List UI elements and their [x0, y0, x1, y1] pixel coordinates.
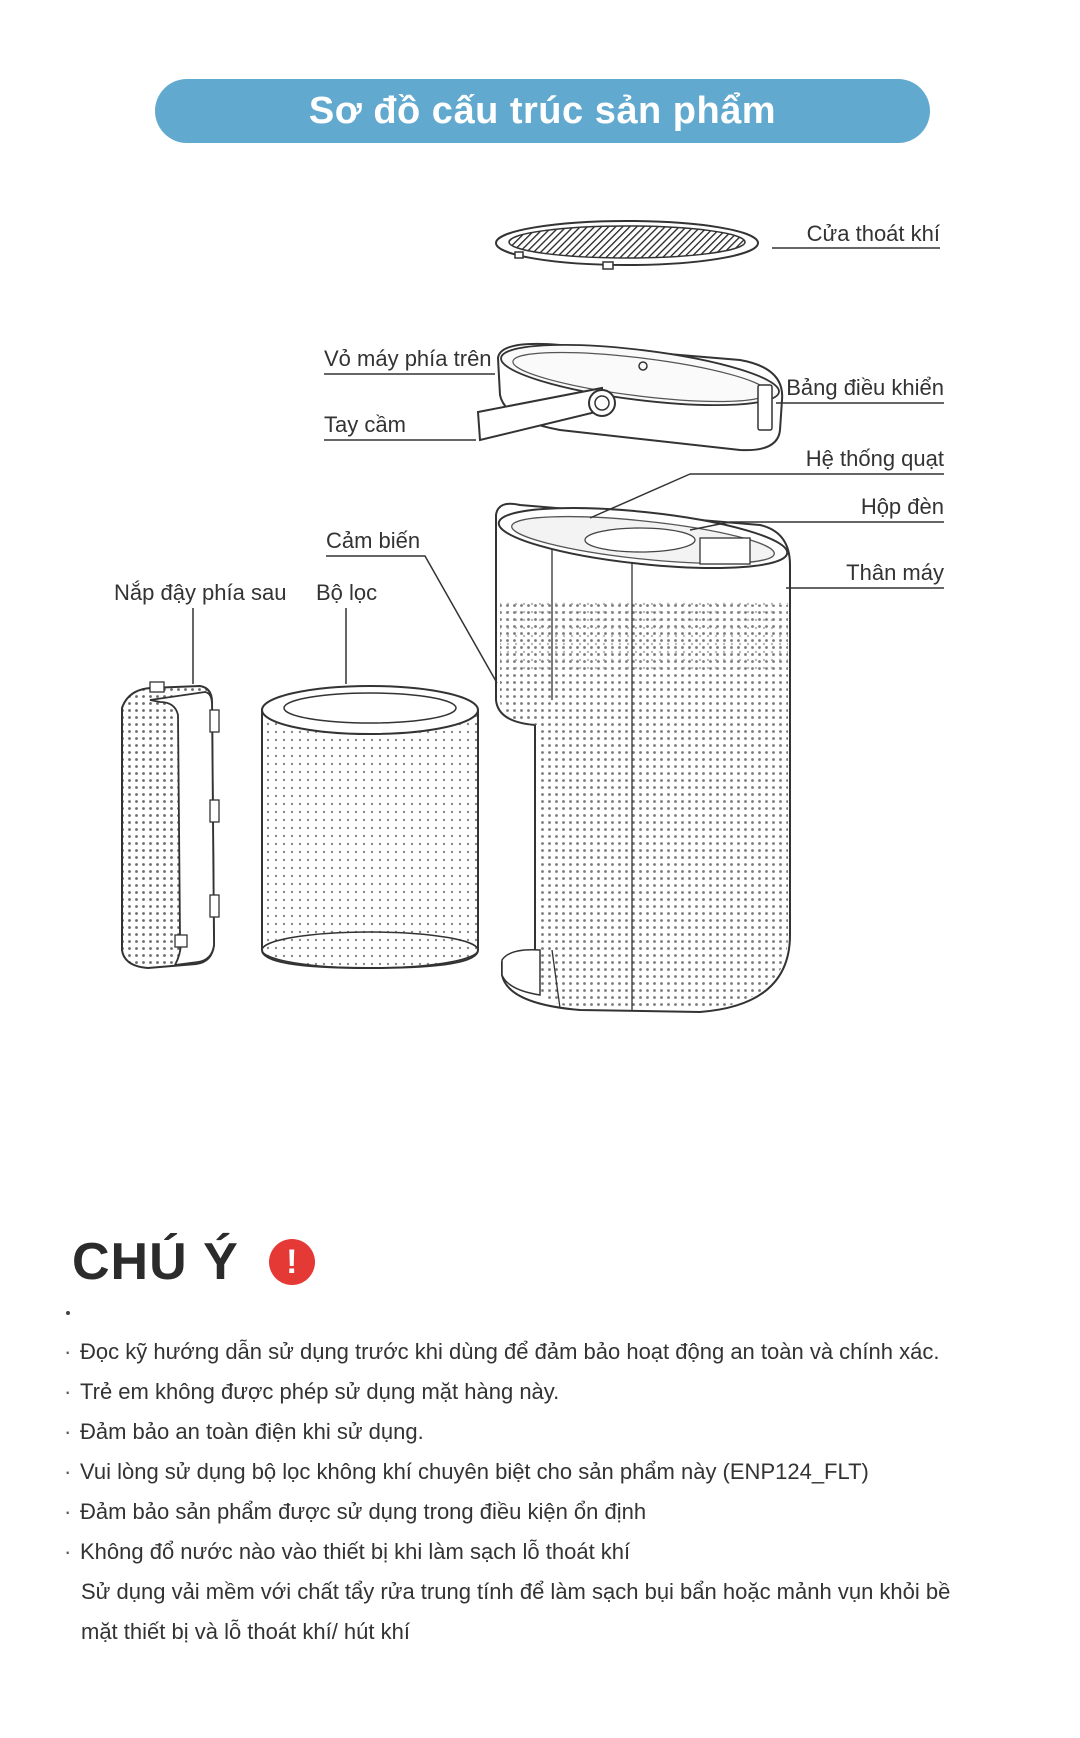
list-item: · Vui lòng sử dụng bộ lọc không khí chuyên biệt cho sản phẩm này (ENP124_FLT) — [64, 1459, 869, 1484]
label-handle: Tay cầm — [324, 412, 406, 437]
label-filter: Bộ lọc — [316, 580, 378, 605]
label-top-shell: Vỏ máy phía trên — [324, 346, 492, 371]
list-item-continuation: Sử dụng vải mềm với chất tẩy rửa trung tính để làm sạch bụi bẩn hoặc mảnh vụn khỏi bề — [81, 1579, 951, 1604]
notice-heading — [72, 1232, 315, 1292]
label-light-box: Hộp đèn — [860, 494, 944, 519]
exhaust-grille-part — [496, 221, 758, 269]
label-sensor: Cảm biến — [326, 528, 421, 553]
leader-sensor — [326, 556, 497, 683]
top-shell-part — [478, 333, 782, 450]
label-fan-system: Hệ thống quạt — [805, 446, 944, 471]
list-item: · Đảm bảo an toàn điện khi sử dụng. — [64, 1419, 424, 1444]
list-item: · Đọc kỹ hướng dẫn sử dụng trước khi dùng để đảm bảo hoạt động an toàn và chính xác. — [64, 1339, 940, 1364]
label-rear-cover: Nắp đậy phía sau — [114, 580, 287, 605]
exclamation-icon: ! — [269, 1239, 315, 1285]
label-exhaust-grille: Cửa thoát khí — [806, 221, 940, 246]
list-item: · Không đổ nước nào vào thiết bị khi làm sạch lỗ thoát khí — [64, 1539, 631, 1564]
page-title: Sơ đồ cấu trúc sản phẩm — [308, 89, 777, 132]
control-panel-part — [758, 385, 772, 430]
filter-part — [262, 686, 478, 968]
list-item: · Trẻ em không được phép sử dụng mặt hàng này. — [64, 1379, 560, 1404]
list-item-continuation: mặt thiết bị và lỗ thoát khí/ hút khí — [81, 1619, 410, 1644]
bullet-dot — [66, 1311, 70, 1315]
label-body: Thân máy — [846, 560, 944, 585]
label-control-panel: Bảng điều khiển — [786, 375, 944, 400]
rear-cover-part — [122, 682, 219, 968]
notice-title: CHÚ Ý — [72, 1233, 239, 1291]
list-item: · Đảm bảo sản phẩm được sử dụng trong điều kiện ổn định — [64, 1499, 647, 1524]
main-body-part — [496, 497, 790, 1012]
